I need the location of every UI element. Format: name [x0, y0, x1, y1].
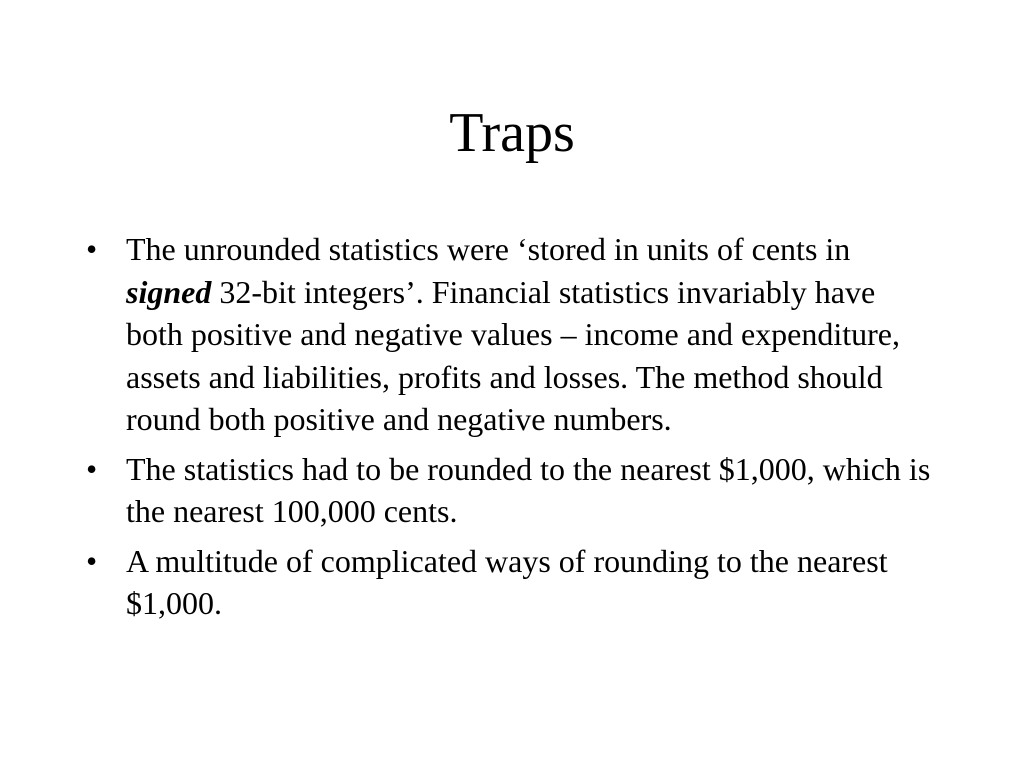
bullet-marker: •	[86, 450, 98, 487]
bullet-item-rounding-methods	[86, 540, 936, 625]
bullet-text-part: 32-bit integers’. Financial statistics invariably have both positive and negative values – income and expenditure, assets and liabilities, profits and losses. The method should round both positive and negative numbers.	[126, 273, 900, 437]
bullet-marker: •	[86, 231, 98, 267]
bullet-list	[86, 228, 936, 632]
emphasis-text-signed: signed	[126, 273, 212, 310]
bullet-marker: •	[86, 542, 98, 579]
bullet-text-part: The unrounded statistics were ‘stored in units of cents in	[126, 231, 851, 267]
slide-title: Traps	[449, 102, 575, 164]
bullet-item-signed-integers	[86, 228, 936, 441]
bullet-text: A multitude of complicated ways of rounding to the nearest $1,000.	[126, 542, 888, 621]
bullet-item-rounding-target	[86, 448, 936, 533]
bullet-text: The statistics had to be rounded to the nearest $1,000, which is the nearest 100,000 cents.	[126, 450, 931, 529]
